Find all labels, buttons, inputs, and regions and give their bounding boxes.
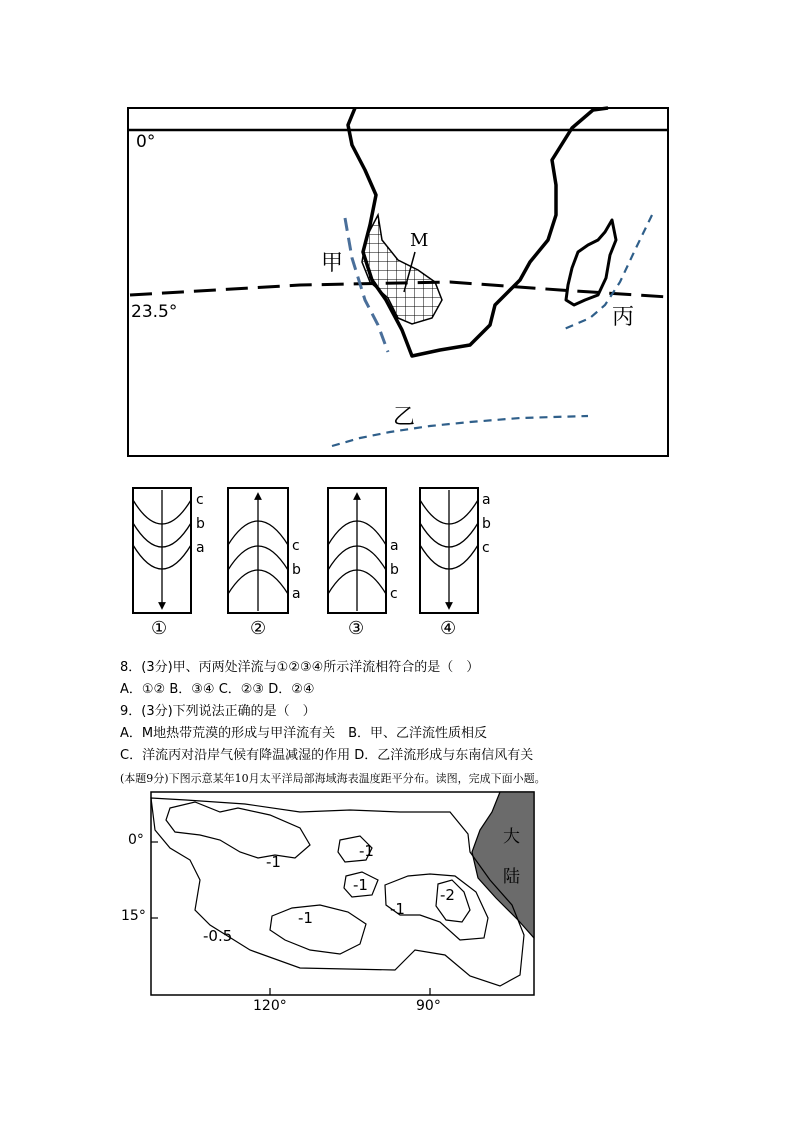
diagram-1-caption: ① [151, 618, 168, 639]
question-9-options-line2: C．洋流丙对沿岸气候有降温减湿的作用 D．乙洋流形成与东南信风有关 [120, 748, 534, 763]
label-current-bing: 丙 [612, 305, 635, 330]
question-8-stem: 8．(3分)甲、丙两处洋流与①②③④所示洋流相符合的是（ ） [120, 660, 480, 675]
map2-lon-120: 120° [253, 998, 287, 1014]
diagram-4-label-c: c [482, 540, 490, 556]
diagram-2-label-c: c [292, 538, 300, 554]
contour-label: -1 [359, 842, 374, 860]
diagram-1-label-b: b [196, 516, 205, 532]
label-m: M [410, 230, 429, 251]
continent-label-1: 大 [503, 827, 520, 847]
diagram-2-label-a: a [292, 586, 301, 602]
section-intro: (本题9分)下图示意某年10月太平洋局部海域海表温度距平分布。读图，完成下面小题。 [120, 772, 546, 785]
contour-label: -1 [266, 853, 281, 871]
diagram-4-caption: ④ [440, 618, 457, 639]
question-9-options-line1: A．M地热带荒漠的形成与甲洋流有关 B．甲、乙洋流性质相反 [120, 726, 488, 741]
continent-label-2: 陆 [503, 867, 520, 887]
label-current-jia: 甲 [321, 251, 344, 276]
label-current-yi: 乙 [393, 405, 416, 430]
diagram-1-label-a: a [196, 540, 205, 556]
diagram-4-label-a: a [482, 492, 491, 508]
diagram-2-label-b: b [292, 562, 301, 578]
label-tropic-lat: 23.5° [131, 302, 178, 322]
map2-lat-15: 15° [121, 908, 146, 924]
contour-label: -1 [390, 900, 405, 918]
contour-bottom [270, 905, 366, 954]
contour-outer [151, 798, 524, 986]
question-8-options: A．①② B．③④ C．②③ D．②④ [120, 682, 315, 697]
diagram-3-caption: ③ [348, 618, 365, 639]
contour-label: -2 [440, 886, 455, 904]
contour-label: -0.5 [203, 927, 233, 945]
contour-label: -1 [353, 876, 368, 894]
question-9-stem: 9．(3分)下列说法正确的是（ ） [120, 704, 316, 719]
diagram-3-label-a: a [390, 538, 399, 554]
diagram-3-label-c: c [390, 586, 398, 602]
diagram-2-caption: ② [250, 618, 267, 639]
map2-lat-0: 0° [128, 832, 144, 848]
diagram-1-label-c: c [196, 492, 204, 508]
diagram-3-label-b: b [390, 562, 399, 578]
diagram-4-label-b: b [482, 516, 491, 532]
contour-label: -1 [298, 909, 313, 927]
map2-lon-90: 90° [416, 998, 441, 1014]
label-equator-lat: 0° [136, 132, 156, 152]
